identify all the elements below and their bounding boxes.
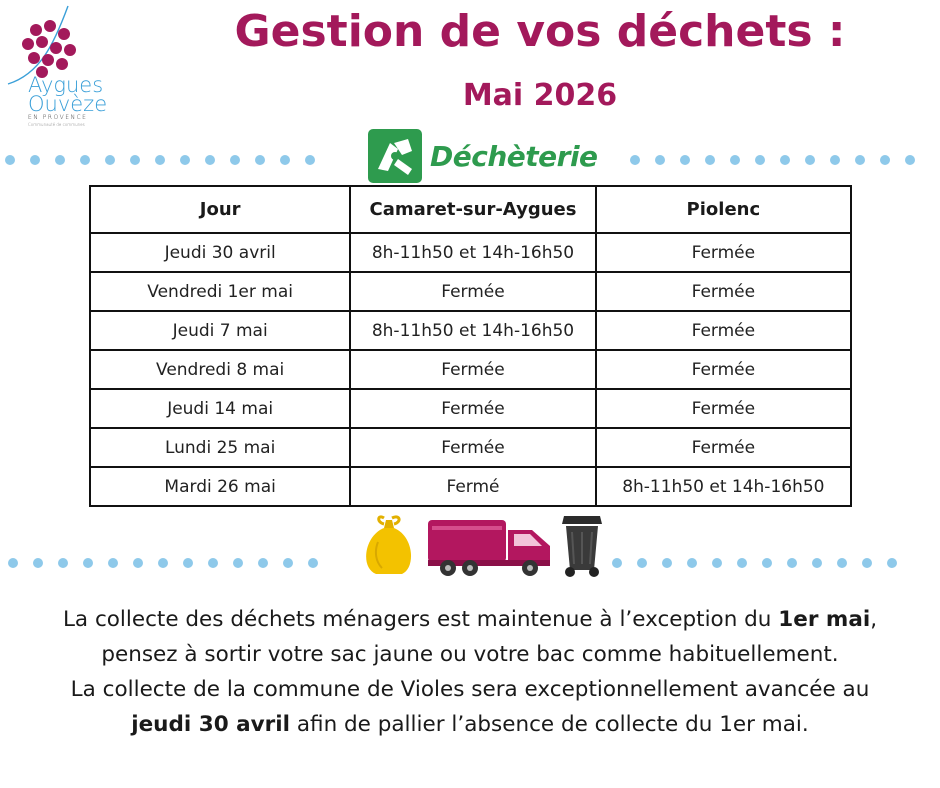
day-cell: Vendredi 8 mai xyxy=(90,350,350,389)
dotted-divider-bottom-left xyxy=(8,557,358,569)
day-cell: Vendredi 1er mai xyxy=(90,272,350,311)
table-row xyxy=(90,389,851,428)
page-title: Gestion de vos déchets : xyxy=(234,6,846,57)
day-cell: Jeudi 14 mai xyxy=(90,389,350,428)
community-logo xyxy=(6,4,146,136)
notice-text: La collecte des déchets ménagers est maintenue à l’exception du xyxy=(62,607,779,632)
camaret-cell: Fermée xyxy=(350,389,595,428)
collection-notice xyxy=(0,602,940,742)
piolenc-cell: Fermée xyxy=(596,272,851,311)
garbage-truck-icon xyxy=(426,516,554,580)
table-header-row xyxy=(90,186,851,233)
piolenc-cell: Fermée xyxy=(596,233,851,272)
camaret-cell: Fermé xyxy=(350,467,595,506)
schedule-table xyxy=(89,185,852,507)
notice-bold-date: jeudi 30 avril xyxy=(131,712,291,737)
recycling-hand-icon xyxy=(368,129,422,183)
yellow-bag-icon xyxy=(356,512,422,578)
column-header-piolenc: Piolenc xyxy=(596,186,851,233)
table-row xyxy=(90,467,851,506)
logo-name-line1: Aygues xyxy=(28,73,104,97)
waste-icons-group xyxy=(356,510,606,580)
trash-bin-icon xyxy=(556,510,608,578)
logo-name-line4: Communauté de communes xyxy=(28,122,85,127)
dotted-divider-right xyxy=(630,154,940,166)
camaret-cell: Fermée xyxy=(350,428,595,467)
piolenc-cell: 8h-11h50 et 14h-16h50 xyxy=(596,467,851,506)
table-row xyxy=(90,272,851,311)
dotted-divider-left xyxy=(5,154,345,166)
notice-line-3: La collecte de la commune de Violes sera exceptionnellement avancée au xyxy=(70,677,870,702)
notice-bold-date: 1er mai xyxy=(778,607,871,632)
table-row xyxy=(90,311,851,350)
notice-line-1 xyxy=(0,602,940,637)
decheterie-label: Déchèterie xyxy=(430,139,598,173)
logo-name-line2: Ouvèze xyxy=(28,92,108,116)
day-cell: Jeudi 7 mai xyxy=(90,311,350,350)
day-cell: Lundi 25 mai xyxy=(90,428,350,467)
column-header-day: Jour xyxy=(90,186,350,233)
table-row xyxy=(90,233,851,272)
camaret-cell: 8h-11h50 et 14h-16h50 xyxy=(350,311,595,350)
notice-line-2: pensez à sortir votre sac jaune ou votre bac comme habituellement. xyxy=(101,642,839,667)
notice-text: , xyxy=(870,607,878,632)
camaret-cell: 8h-11h50 et 14h-16h50 xyxy=(350,233,595,272)
piolenc-cell: Fermée xyxy=(596,389,851,428)
decheterie-badge xyxy=(368,128,598,184)
day-cell: Mardi 26 mai xyxy=(90,467,350,506)
camaret-cell: Fermée xyxy=(350,350,595,389)
piolenc-cell: Fermée xyxy=(596,428,851,467)
table-row xyxy=(90,350,851,389)
day-cell: Jeudi 30 avril xyxy=(90,233,350,272)
dotted-divider-bottom-right xyxy=(612,557,938,569)
table-row xyxy=(90,428,851,467)
notice-text: afin de pallier l’absence de collecte du 1er mai. xyxy=(290,712,809,737)
column-header-camaret: Camaret-sur-Aygues xyxy=(350,186,595,233)
logo-name-line3: EN PROVENCE xyxy=(28,114,88,121)
piolenc-cell: Fermée xyxy=(596,311,851,350)
page-subtitle: Mai 2026 xyxy=(462,78,618,113)
notice-line-4 xyxy=(0,707,940,742)
camaret-cell: Fermée xyxy=(350,272,595,311)
piolenc-cell: Fermée xyxy=(596,350,851,389)
